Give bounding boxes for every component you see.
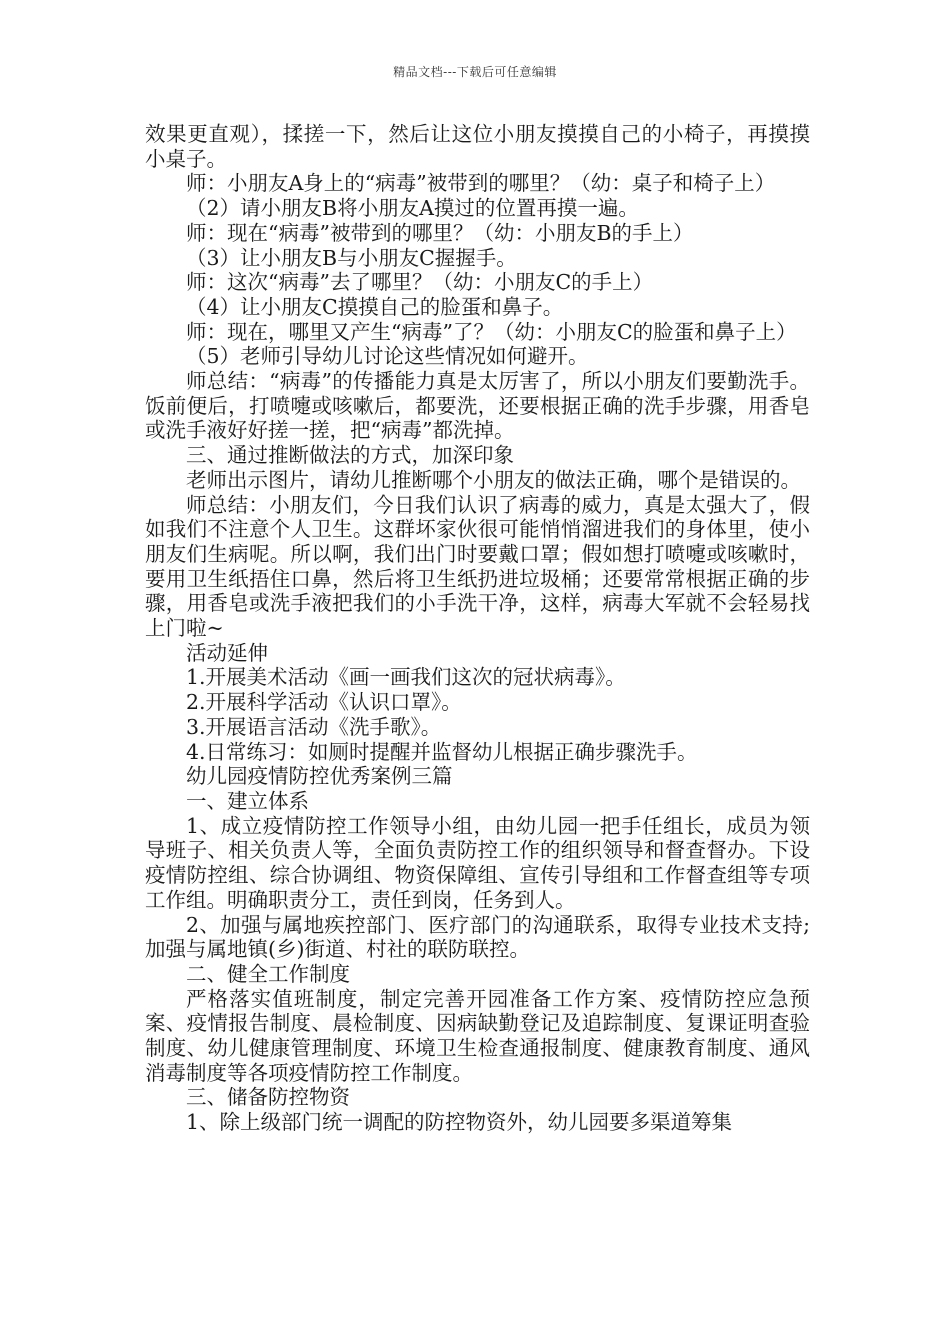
document-body (145, 122, 810, 1135)
paragraph: 师：这次“病毒”去了哪里？（幼：小朋友C的手上） (186, 270, 654, 295)
paragraph: 三、储备防控物资 (186, 1085, 350, 1110)
paragraph: 2.开展科学活动《认识口罩》。 (186, 690, 462, 715)
paragraph: 3.开展语言活动《洗手歌》。 (186, 714, 442, 739)
paragraph: 师总结：“病毒”的传播能力真是太厉害了，所以小朋友们要勤洗手。饭前便后，打喷嚏或咳嗽后，都要洗，还要根据正确的洗手步骤，用香皂或洗手液好好搓一搓，把“病毒”都洗掉。 (145, 369, 810, 443)
paragraph: （3）让小朋友B与小朋友C握握手。 (186, 245, 517, 270)
paragraph: 活动延伸 (186, 640, 268, 665)
paragraph: 1、成立疫情防控工作领导小组，由幼儿园一把手任组长，成员为领导班子、相关负责人等，全面负责防控工作的组织领导和督查督办。下设疫情防控组、综合协调组、物资保障组、宣传引导组和工作督查组等专项工作组。明确职责分工，责任到岗，任务到人。 (145, 813, 810, 912)
paragraph: 效果更直观），揉搓一下，然后让这位小朋友摸摸自己的小椅子，再摸摸小桌子。 (145, 122, 810, 171)
paragraph: 三、通过推断做法的方式，加深印象 (186, 443, 514, 468)
paragraph: （4）让小朋友C摸摸自己的脸蛋和鼻子。 (186, 294, 564, 319)
paragraph: 2、加强与属地疾控部门、医疗部门的沟通联系，取得专业技术支持;加强与属地镇(乡)街道、村社的联防联控。 (145, 912, 810, 962)
paragraph: 师总结：小朋友们，今日我们认识了病毒的威力，真是太强大了，假如我们不注意个人卫生。这群坏家伙很可能悄悄溜进我们的身体里，使小朋友们生病呢。所以啊，我们出门时要戴口罩；假如想打喷嚏或咳嗽时，要用卫生纸捂住口鼻，然后将卫生纸扔进垃圾桶；还要常常根据正确的步骤，用香皂或洗手液把我们的小手洗干净，这样，病毒大军就不会轻易找上门啦~ (145, 492, 810, 641)
paragraph: 严格落实值班制度，制定完善开园准备工作方案、疫情防控应急预案、疫情报告制度、晨检制度、因病缺勤登记及追踪制度、复课证明查验制度、幼儿健康管理制度、环境卫生检查通报制度、健康教育制度、通风消毒制度等各项疫情防控工作制度。 (145, 986, 810, 1085)
paragraph: （2）请小朋友B将小朋友A摸过的位置再摸一遍。 (186, 196, 639, 221)
paragraph: 一、建立体系 (186, 788, 309, 813)
paragraph: 老师出示图片，请幼儿推断哪个小朋友的做法正确，哪个是错误的。 (186, 467, 801, 492)
page-header: 精品文档---下载后可任意编辑 (393, 65, 557, 79)
paragraph: 师：现在，哪里又产生“病毒”了？（幼：小朋友C的脸蛋和鼻子上） (186, 319, 797, 344)
paragraph: 幼儿园疫情防控优秀案例三篇 (186, 764, 453, 789)
paragraph: 二、健全工作制度 (186, 961, 350, 986)
paragraph: （5）老师引导幼儿讨论这些情况如何避开。 (186, 344, 589, 369)
paragraph: 1、除上级部门统一调配的防控物资外，幼儿园要多渠道筹集 (186, 1110, 733, 1135)
paragraph: 1.开展美术活动《画一画我们这次的冠状病毒》。 (186, 665, 626, 690)
paragraph: 4.日常练习：如厕时提醒并监督幼儿根据正确步骤洗手。 (186, 739, 698, 764)
paragraph: 师：现在“病毒”被带到的哪里？（幼：小朋友B的手上） (186, 220, 694, 245)
paragraph: 师：小朋友A身上的“病毒”被带到的哪里？（幼：桌子和椅子上） (186, 171, 776, 196)
